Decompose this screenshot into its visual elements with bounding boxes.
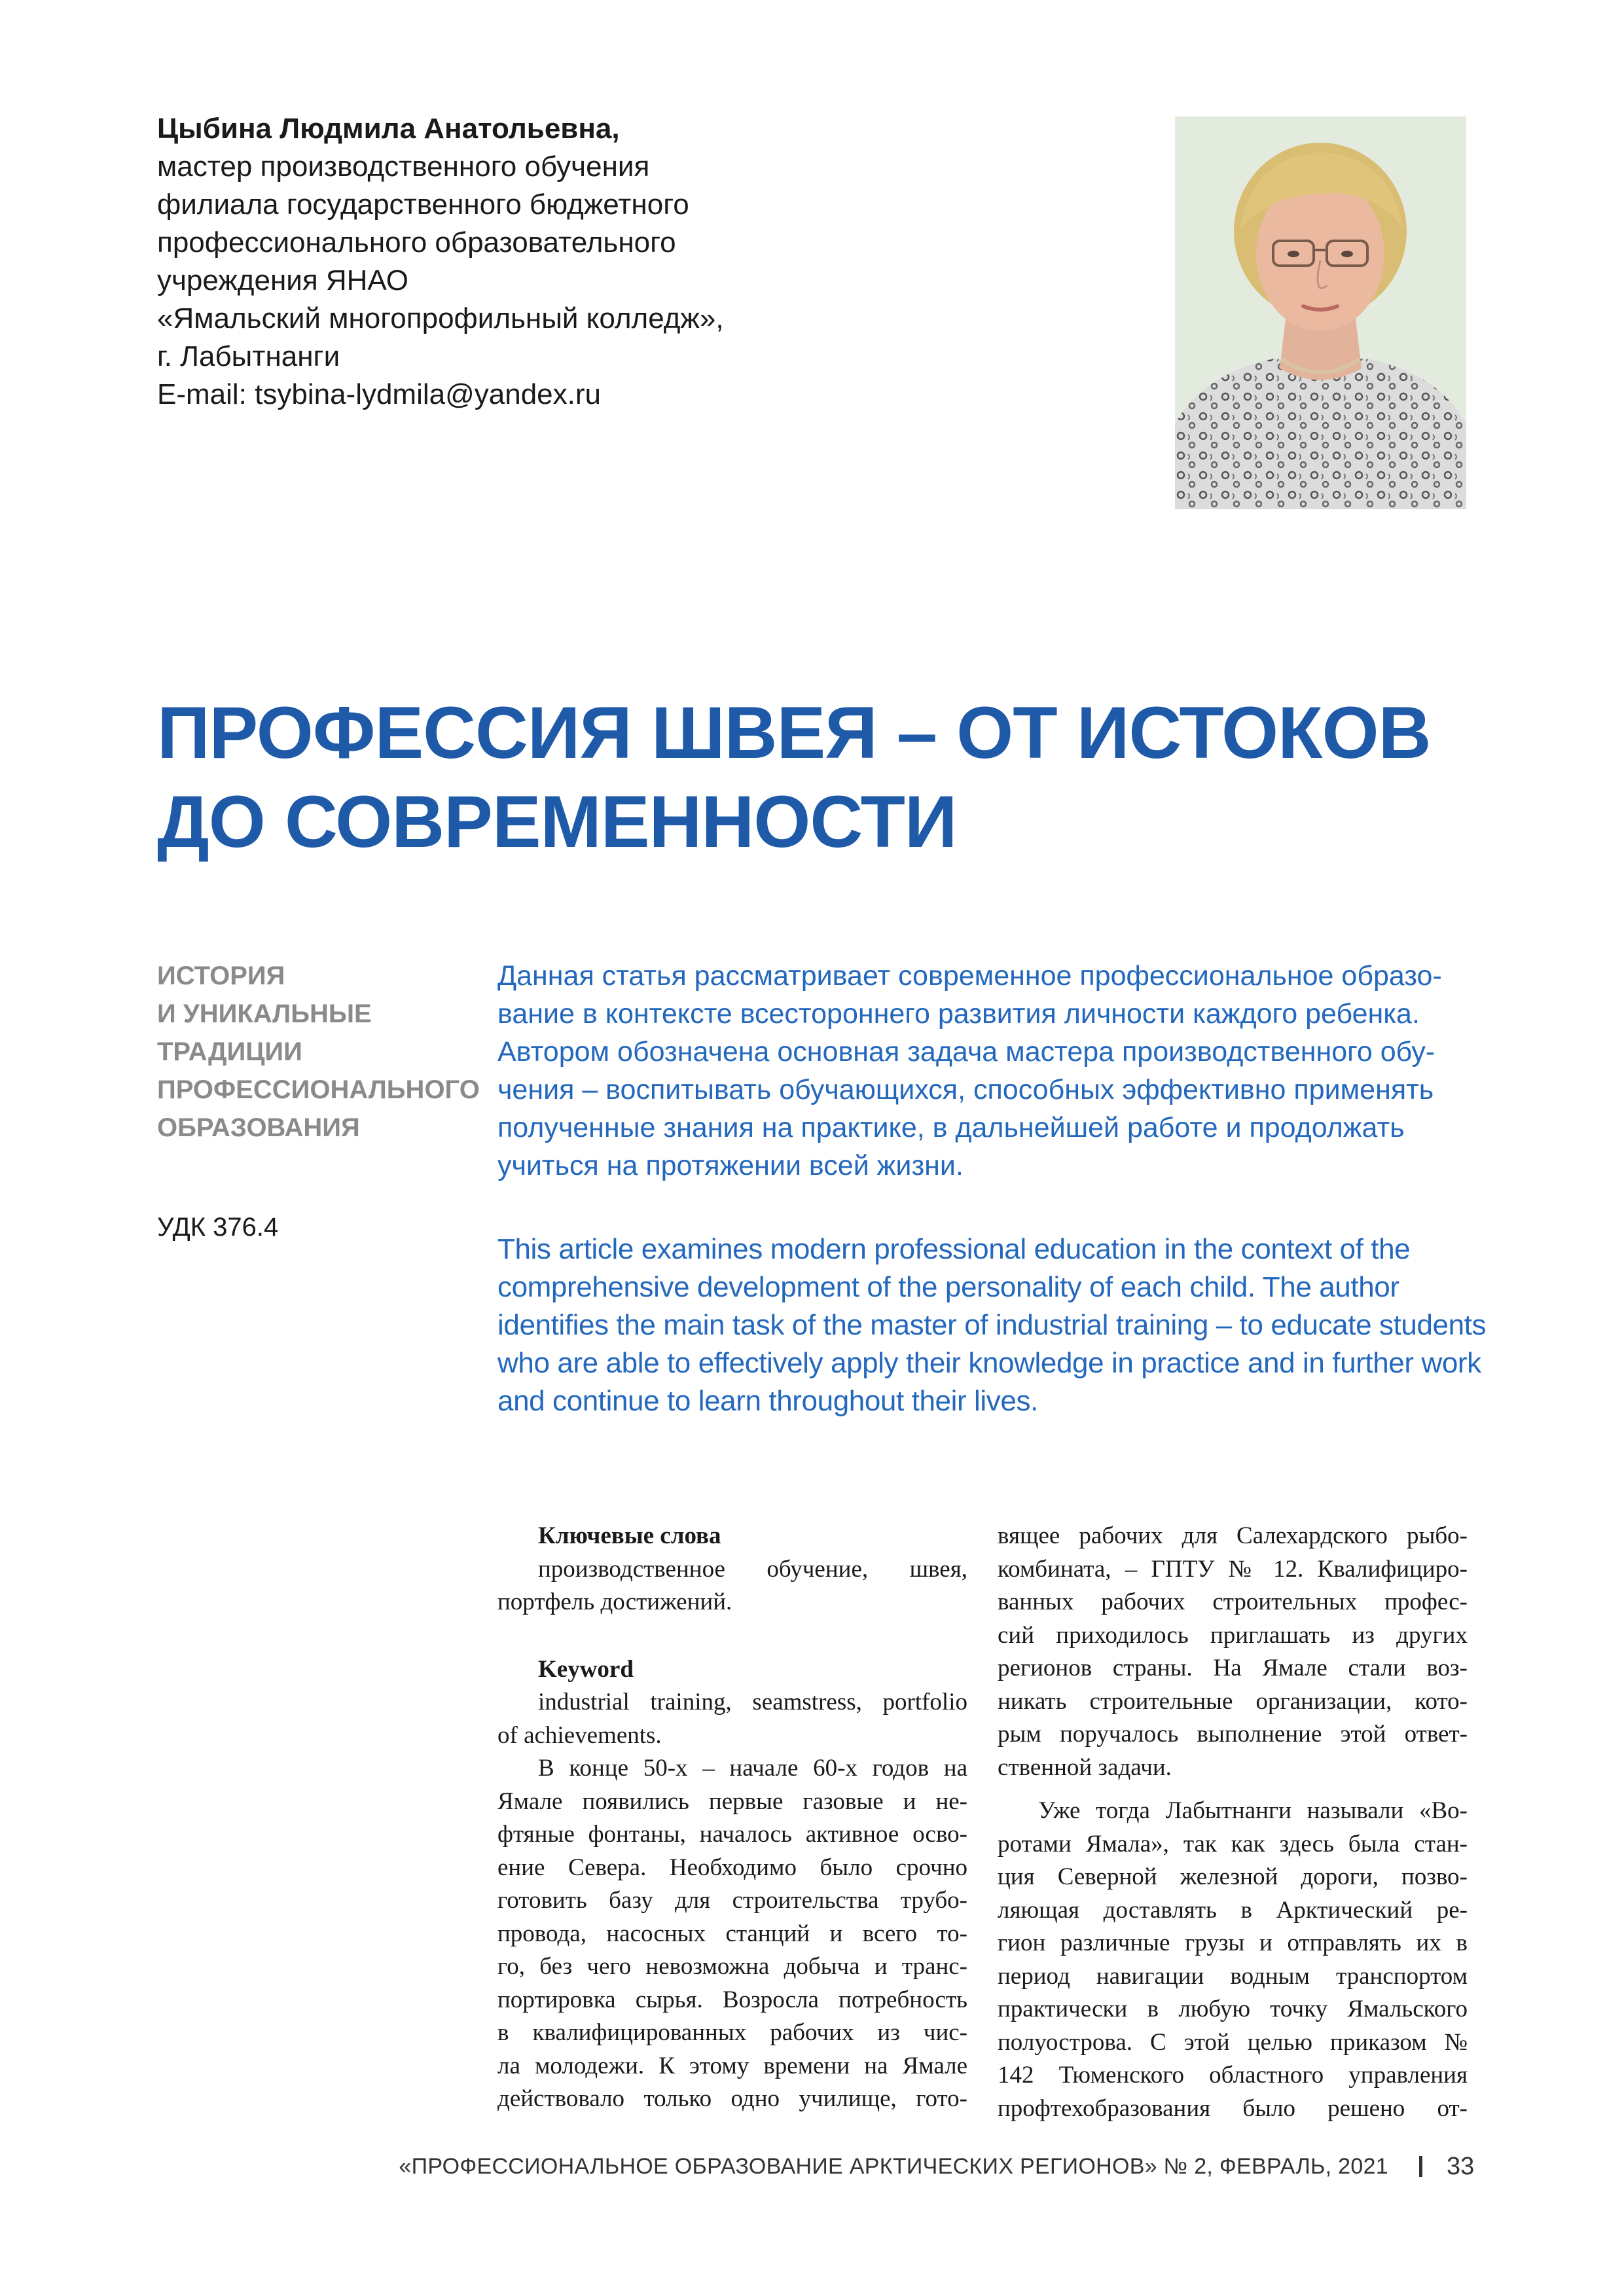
body-text-line: В конце 50-х – начале 60-х годов на xyxy=(538,1755,967,1782)
abstract-russian xyxy=(497,957,1466,1185)
body-text-line: гион различные грузы и отправлять их в xyxy=(998,1929,1468,1956)
article-title-line: ПРОФЕССИЯ ШВЕЯ – ОТ ИСТОКОВ xyxy=(157,692,1431,774)
rubric-line: ИСТОРИЯ xyxy=(157,961,285,990)
section-rubric xyxy=(157,957,480,1147)
body-text-line: никать строительные организации, кото- xyxy=(998,1687,1468,1715)
body-text-line: комбината, – ГПТУ № 12. Квалифициро- xyxy=(998,1555,1468,1583)
body-column-left xyxy=(497,1520,967,2116)
article-title-line: ДО СОВРЕМЕННОСТИ xyxy=(157,781,957,863)
author-email: E-mail: tsybina-lydmila@yandex.ru xyxy=(157,378,602,410)
footer-divider xyxy=(1419,2156,1422,2177)
body-text-line: ственной задачи. xyxy=(998,1753,1172,1781)
rubric-line: ПРОФЕССИОНАЛЬНОГО xyxy=(157,1075,480,1104)
author-city: г. Лабытнанги xyxy=(157,340,340,372)
author-affiliation-line: профессионального образовательного xyxy=(157,226,676,259)
author-affiliation-line: «Ямальский многопрофильный колледж», xyxy=(157,302,724,334)
body-text-line: го, без чего невозможна добыча и транс- xyxy=(497,1953,967,1980)
page-footer xyxy=(0,2147,1624,2186)
rubric-line: И УНИКАЛЬНЫЕ xyxy=(157,999,372,1028)
keywords-ru-line: портфель достижений. xyxy=(497,1588,732,1615)
body-text-line: ванных рабочих строительных профес- xyxy=(998,1588,1468,1615)
body-text-line: вящее рабочих для Салехардского рыбо- xyxy=(998,1522,1468,1549)
body-text-line: сий приходилось приглашать из других xyxy=(998,1621,1468,1649)
body-text-line: готовить базу для строительства трубо- xyxy=(497,1887,967,1914)
body-text-line: ция Северной железной дороги, позво- xyxy=(998,1863,1468,1890)
author-affiliation-line: мастер производственного обучения xyxy=(157,151,650,183)
author-name: Цыбина Людмила Анатольевна, xyxy=(157,113,620,145)
abstract-line: who are able to effectively apply their knowledge in practice and in further work xyxy=(497,1347,1481,1379)
journal-name: «ПРОФЕССИОНАЛЬНОЕ ОБРАЗОВАНИЕ АРКТИЧЕСКИХ РЕГИОНОВ» № 2, ФЕВРАЛЬ, 2021 xyxy=(399,2154,1388,2179)
body-text-line: Уже тогда Лабытнанги называли «Во- xyxy=(1038,1797,1468,1824)
abstract-line: This article examines modern professional education in the context of the xyxy=(497,1233,1411,1265)
rubric-line: ОБРАЗОВАНИЯ xyxy=(157,1113,360,1142)
body-text-line: провода, насосных станций и всего то- xyxy=(497,1920,967,1947)
article-title xyxy=(157,689,1466,867)
spacer xyxy=(497,1619,967,1653)
abstract-line: identifies the main task of the master of industrial training – to educate students xyxy=(497,1309,1487,1341)
abstract-line: comprehensive development of the personality of each child. The author xyxy=(497,1271,1399,1303)
abstract-line: Автором обозначена основная задача мастера производственного обу- xyxy=(497,1036,1435,1067)
abstract-line: вание в контексте всестороннего развития личности каждого ребенка. xyxy=(497,998,1420,1030)
body-text-line: 142 Тюменского областного управления xyxy=(998,2062,1468,2089)
body-text-line: портировка сырья. Возросла потребность xyxy=(497,1986,967,2013)
keywords-ru-heading: Ключевые слова xyxy=(538,1522,721,1549)
author-affiliation-line: филиала государственного бюджетного xyxy=(157,188,689,221)
keywords-en-heading: Keyword xyxy=(538,1655,634,1683)
author-portrait-illustration xyxy=(1175,117,1466,509)
abstract-line: Данная статья рассматривает современное профессиональное образо- xyxy=(497,960,1442,992)
body-text-line: ляющая доставлять в Арктический ре- xyxy=(998,1896,1468,1924)
keywords-ru-line: производственное обучение, швея, xyxy=(538,1555,967,1583)
author-photo xyxy=(1175,117,1466,509)
page-number: 33 xyxy=(1447,2153,1475,2180)
body-text-line: фтяные фонтаны, началось активное осво- xyxy=(497,1821,967,1848)
body-text-line: рым поручалось выполнение этой ответ- xyxy=(998,1721,1468,1748)
body-text-line: ла молодежи. К этому времени на Ямале xyxy=(497,2052,967,2079)
body-text-line: профтехобразования было решено от- xyxy=(998,2094,1468,2122)
abstract-line: полученные знания на практике, в дальнейшей работе и продолжать xyxy=(497,1112,1405,1143)
body-text-line: в квалифицированных рабочих из чис- xyxy=(497,2019,967,2046)
udk-code: УДК 376.4 xyxy=(157,1213,279,1242)
body-text-line: ение Севера. Необходимо было срочно xyxy=(497,1854,967,1881)
rubric-line: ТРАДИЦИИ xyxy=(157,1037,302,1066)
abstract-line: чения – воспитывать обучающихся, способных эффективно применять xyxy=(497,1074,1434,1105)
author-block xyxy=(157,110,1074,414)
body-text-line: Ямале появились первые газовые и не- xyxy=(497,1787,967,1815)
body-text-line: период навигации водным транспортом xyxy=(998,1962,1468,1990)
body-text-line: полуострова. С этой целью приказом № xyxy=(998,2028,1468,2056)
body-text-line: действовало только одно училище, гото- xyxy=(497,2085,967,2112)
keywords-en-line: of achievements. xyxy=(497,1721,662,1749)
body-column-right xyxy=(998,1520,1468,2125)
author-affiliation-line: учреждения ЯНАО xyxy=(157,264,409,296)
keywords-en-line: industrial training, seamstress, portfolio xyxy=(538,1689,967,1715)
body-text-line: ротами Ямала», так как здесь была стан- xyxy=(998,1830,1468,1857)
abstract-line: and continue to learn throughout their lives. xyxy=(497,1385,1038,1417)
abstract-english xyxy=(497,1230,1487,1420)
body-text-line: практически в любую точку Ямальского xyxy=(998,1996,1468,2022)
body-text-line: регионов страны. На Ямале стали воз- xyxy=(998,1655,1468,1681)
abstract-line: учиться на протяжении всей жизни. xyxy=(497,1150,964,1181)
